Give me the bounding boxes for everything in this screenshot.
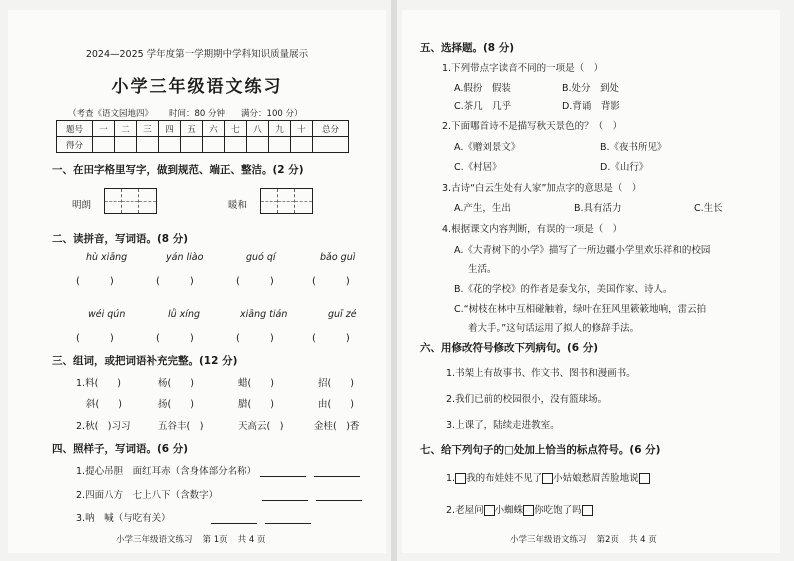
answer-blank[interactable]: ( ) bbox=[236, 333, 274, 344]
score-table-header-row bbox=[57, 121, 349, 137]
idiom-fill-item: 2.秋( )习习 bbox=[76, 421, 131, 432]
section-3-title: 三、组词，或把词语补充完整。(12 分) bbox=[52, 355, 238, 367]
idiom-fill-item: 五谷丰( ) bbox=[158, 421, 204, 432]
option: C.“树枝在林中互相碰触着，绿叶在狂风里簌簌地响，雷云拍 bbox=[454, 304, 707, 315]
score-header-cell: 一 bbox=[93, 121, 115, 137]
option-continued: 着大手。”这句话运用了拟人的修辞手法。 bbox=[468, 323, 640, 334]
option: C.茶几 几乎 bbox=[454, 101, 512, 112]
tianzige-word-1: 明朗 bbox=[72, 200, 92, 211]
option: A.《大青树下的小学》描写了一所边疆小学里欢乐祥和的校园 bbox=[454, 245, 711, 256]
option: D.背诵 背影 bbox=[562, 101, 620, 112]
line-number: 1. bbox=[446, 473, 456, 484]
line-number: 2. bbox=[446, 505, 456, 516]
punctuation-line-2 bbox=[446, 502, 593, 516]
sentence-fragment: 小姑娘愁眉苦脸地说 bbox=[553, 473, 639, 484]
left-page bbox=[8, 10, 386, 553]
score-header-cell: 八 bbox=[247, 121, 269, 137]
option: A.假扮 假装 bbox=[454, 83, 511, 94]
answer-blank[interactable]: ( ) bbox=[156, 333, 194, 344]
score-cell[interactable] bbox=[93, 137, 115, 153]
section-7-title: 七、给下列句子的□处加上恰当的标点符号。(6 分) bbox=[420, 444, 661, 456]
option: C.《村居》 bbox=[454, 162, 502, 173]
sentence-fragment: 老屋问 bbox=[455, 505, 484, 516]
pinyin-item: yán liào bbox=[166, 252, 204, 263]
footer-name: 小学三年级语文练习 bbox=[510, 535, 587, 545]
score-cell[interactable] bbox=[225, 137, 247, 153]
word-group-item: 招( ) bbox=[318, 378, 354, 389]
score-cell[interactable] bbox=[313, 137, 349, 153]
tianzige-grid-2[interactable] bbox=[260, 188, 313, 214]
word-group-item: 扬( ) bbox=[158, 399, 194, 410]
score-header-cell: 题号 bbox=[57, 121, 93, 137]
score-header-cell: 七 bbox=[225, 121, 247, 137]
question-4: 4.根据课文内容判断，有误的一项是（ ） bbox=[442, 224, 623, 235]
punctuation-box[interactable] bbox=[455, 473, 466, 484]
option: C.生长 bbox=[694, 203, 723, 214]
pinyin-item: guó qí bbox=[246, 252, 276, 263]
question-3: 3.古诗“白云生处有人家”加点字的意思是（ ） bbox=[442, 183, 642, 194]
word-group-item: 1.料( ) bbox=[76, 378, 121, 389]
right-page bbox=[402, 10, 780, 553]
answer-underline[interactable] bbox=[262, 491, 308, 501]
footer-total: 共 4 页 bbox=[628, 535, 657, 545]
question-2: 2.下面哪首诗不是描写秋天景色的？（ ） bbox=[442, 121, 623, 132]
pinyin-item: lǜ xíng bbox=[168, 309, 200, 320]
score-cell[interactable] bbox=[247, 137, 269, 153]
answer-blank[interactable]: ( ) bbox=[312, 276, 350, 287]
question-1: 1.下列带点字读音不同的一项是（ ） bbox=[442, 63, 604, 74]
example-text: 1.提心吊胆 面红耳赤（含身体部分名称） bbox=[76, 466, 257, 477]
answer-blank[interactable]: ( ) bbox=[76, 276, 114, 287]
idiom-fill-item: 金桂( )香 bbox=[314, 421, 360, 432]
exam-supertitle: 2024—2025 学年度第一学期期中学科知识质量展示 bbox=[85, 49, 309, 60]
answer-underline[interactable] bbox=[260, 467, 306, 477]
tianzige-grid-1[interactable] bbox=[104, 188, 157, 214]
score-cell[interactable] bbox=[203, 137, 225, 153]
answer-blank[interactable]: ( ) bbox=[76, 333, 114, 344]
sentence-fragment: 你吃饱了吗 bbox=[534, 505, 582, 516]
punctuation-line-1 bbox=[446, 470, 650, 484]
option: B.《花的学校》的作者是泰戈尔，美国作家、诗人。 bbox=[454, 284, 673, 295]
score-table bbox=[56, 120, 349, 153]
answer-underline[interactable] bbox=[211, 514, 257, 524]
option: D.《山行》 bbox=[600, 162, 649, 173]
exam-score: 满分：100 分） bbox=[241, 109, 303, 119]
pinyin-item: bǎo guì bbox=[320, 252, 356, 263]
score-header-cell: 四 bbox=[159, 121, 181, 137]
answer-underline[interactable] bbox=[314, 467, 360, 477]
word-group-item: 由( ) bbox=[318, 399, 354, 410]
pinyin-item: hù xiāng bbox=[86, 252, 128, 263]
punctuation-box[interactable] bbox=[484, 505, 495, 516]
option: A.产生，生出 bbox=[454, 203, 511, 214]
score-cell[interactable] bbox=[115, 137, 137, 153]
punctuation-box[interactable] bbox=[582, 505, 593, 516]
section-6-title: 六、用修改符号修改下列病句。(6 分) bbox=[420, 342, 599, 354]
section-2-title: 二、读拼音，写词语。(8 分) bbox=[52, 233, 189, 245]
example-line-3 bbox=[76, 510, 311, 524]
answer-blank[interactable]: ( ) bbox=[312, 333, 350, 344]
pinyin-item: guī zé bbox=[328, 309, 357, 320]
answer-underline[interactable] bbox=[265, 514, 311, 524]
answer-underline[interactable] bbox=[316, 491, 362, 501]
exam-time: 时间：80 分钟 bbox=[169, 109, 226, 119]
word-group-item: 腊( ) bbox=[238, 399, 274, 410]
tianzige-word-2: 暖和 bbox=[228, 200, 248, 211]
example-text: 2.四面八方 七上八下（含数字） bbox=[76, 490, 219, 501]
word-group-item: 蜡( ) bbox=[238, 378, 274, 389]
score-row-label: 得分 bbox=[57, 137, 93, 153]
example-text: 3.呐 喊（与吃有关） bbox=[76, 513, 171, 524]
score-header-cell: 六 bbox=[203, 121, 225, 137]
footer-name: 小学三年级语文练习 bbox=[116, 535, 193, 545]
section-1-title: 一、在田字格里写字，做到规范、端正、整洁。(2 分) bbox=[52, 164, 304, 176]
example-line-1 bbox=[76, 463, 360, 477]
sentence-2: 2.我们已前的校园很小，没有篮球场。 bbox=[446, 394, 608, 405]
footer-page: 第2页 bbox=[596, 535, 619, 545]
punctuation-box[interactable] bbox=[639, 473, 650, 484]
score-header-cell: 二 bbox=[115, 121, 137, 137]
score-header-cell: 总分 bbox=[313, 121, 349, 137]
word-group-item: 斜( ) bbox=[86, 399, 122, 410]
page-footer bbox=[510, 533, 657, 545]
score-cell[interactable] bbox=[291, 137, 313, 153]
section-4-title: 四、照样子，写词语。(6 分) bbox=[52, 443, 189, 455]
pinyin-item: xiāng tián bbox=[240, 309, 288, 320]
punctuation-box[interactable] bbox=[542, 473, 553, 484]
footer-page: 第 1页 bbox=[202, 535, 228, 545]
sentence-1: 1.书架上有故事书、作文书、图书和漫画书。 bbox=[446, 368, 636, 379]
score-header-cell: 五 bbox=[181, 121, 203, 137]
exam-range: （考查《语文园地四》 bbox=[68, 109, 154, 119]
sentence-fragment: 小蜘蛛 bbox=[494, 505, 524, 516]
pinyin-item: wéi qún bbox=[88, 309, 126, 320]
score-cell[interactable] bbox=[181, 137, 203, 153]
page-footer bbox=[116, 533, 265, 545]
footer-total: 共 4 页 bbox=[237, 535, 266, 545]
example-line-2 bbox=[76, 487, 362, 501]
option: A.《赠刘景文》 bbox=[454, 142, 521, 153]
sentence-3: 3.上课了，陆续走进教室。 bbox=[446, 420, 560, 431]
score-header-cell: 三 bbox=[137, 121, 159, 137]
sentence-fragment: 我的布娃娃不见了 bbox=[466, 473, 543, 484]
score-cell[interactable] bbox=[137, 137, 159, 153]
idiom-fill-item: 天高云( ) bbox=[238, 421, 284, 432]
option: B.《夜书所见》 bbox=[600, 142, 667, 153]
answer-blank[interactable]: ( ) bbox=[156, 276, 194, 287]
score-cell[interactable] bbox=[269, 137, 291, 153]
word-group-item: 杨( ) bbox=[158, 378, 194, 389]
answer-blank[interactable]: ( ) bbox=[236, 276, 274, 287]
score-header-cell: 十 bbox=[291, 121, 313, 137]
punctuation-box[interactable] bbox=[523, 505, 534, 516]
option: B.具有活力 bbox=[574, 203, 622, 214]
option: B.处分 到处 bbox=[562, 83, 620, 94]
option-continued: 生活。 bbox=[468, 264, 497, 275]
score-table-score-row bbox=[57, 137, 349, 153]
exam-title: 小学三年级语文练习 bbox=[111, 77, 283, 97]
section-5-title: 五、选择题。(8 分) bbox=[420, 42, 515, 54]
page-gutter bbox=[391, 0, 397, 561]
score-header-cell: 九 bbox=[269, 121, 291, 137]
exam-meta bbox=[68, 107, 302, 119]
score-cell[interactable] bbox=[159, 137, 181, 153]
